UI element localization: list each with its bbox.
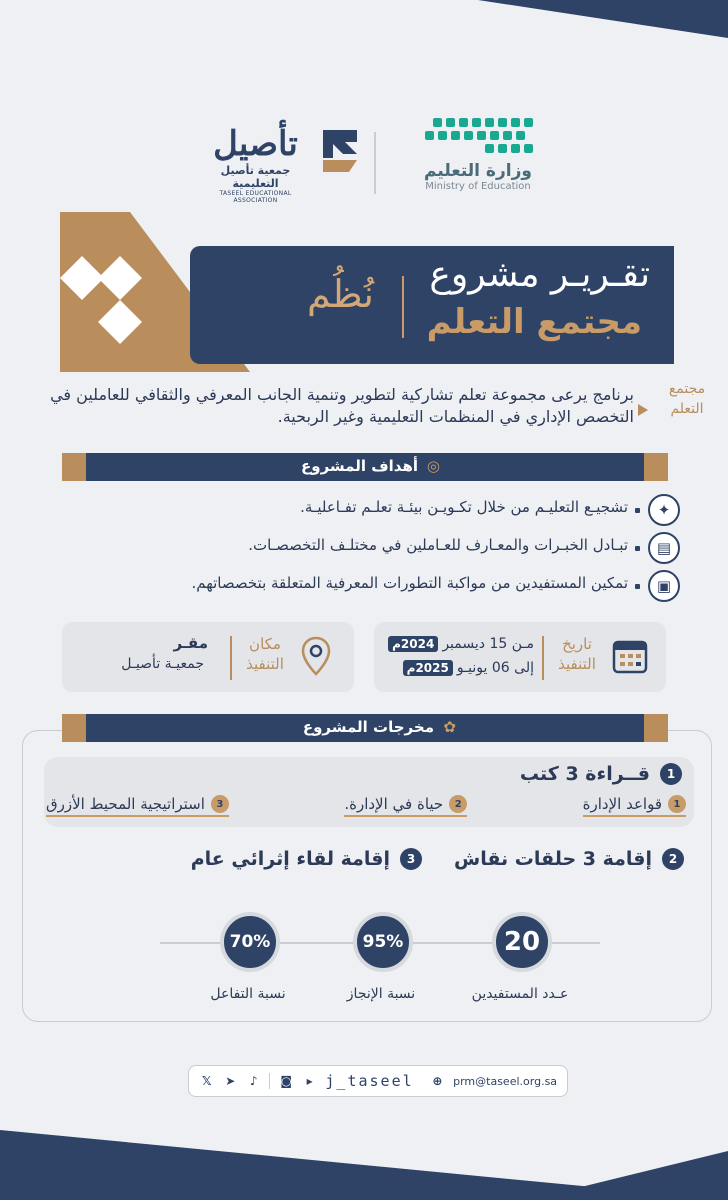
banner-title: تقـريـر مشروع [429, 254, 650, 295]
stat-value: 70% [220, 912, 280, 972]
goals-header [62, 453, 668, 481]
book-list [46, 795, 686, 817]
stat-label: نسبة الإنجاز [346, 986, 416, 1002]
moe-name-en: Ministry of Education [425, 181, 531, 192]
date-from-text: مـن 15 ديسمبر [442, 636, 534, 652]
taseel-subtitle: جمعية تأصيل التعليمية [220, 164, 291, 190]
intro-arrow-icon [638, 404, 648, 416]
moe-name: وزارة التعليم [424, 161, 532, 181]
goal-item [30, 570, 680, 602]
goal-bullet [635, 508, 640, 513]
stat-beneficiaries [488, 912, 552, 972]
location-pin-icon [300, 636, 332, 678]
logo-divider [374, 132, 376, 194]
sessions-number: 2 [662, 848, 684, 870]
moe-logo [398, 118, 558, 198]
outputs-header-tab-right [644, 714, 668, 742]
lightbulb-icon: ✦ [648, 494, 680, 526]
date-to-text: إلى 06 يونيـو [456, 660, 534, 676]
date-to [403, 660, 534, 676]
footer-divider [269, 1073, 270, 1089]
outputs-header-tab-left [62, 714, 86, 742]
card-divider [542, 636, 544, 680]
place-value: جمعيـة تأصيـل [121, 656, 204, 672]
meeting-output [191, 848, 422, 870]
date-from-year: 2024م [388, 636, 438, 652]
reading-number: 1 [660, 763, 682, 785]
goal-text: تشجيـع التعليـم من خلال تكـويـن بيئـة تعلـم تفـاعليـة. [300, 498, 628, 516]
stat-value: 95% [353, 912, 413, 972]
x-icon[interactable]: 𝕏 [201, 1074, 212, 1088]
execution-place-card [62, 622, 354, 692]
goal-item [30, 494, 680, 526]
hand-coin-icon: ✿ [443, 718, 456, 736]
book-title: استراتيجية المحيط الأزرق [46, 795, 205, 813]
taseel-subtitle-en: TASEEL EDUCATIONAL ASSOCIATION [219, 190, 292, 204]
stat-interaction [216, 912, 280, 972]
place-label: مكان التنفيذ [246, 635, 284, 674]
instagram-icon[interactable]: ◙ [280, 1074, 292, 1088]
banner-brand: نُظُم [306, 272, 374, 316]
contact-footer [188, 1065, 568, 1097]
taseel-wordmark: تأصيل [213, 124, 298, 164]
goal-text: تمكين المستفيدين من مواكبة التطورات المعرفية المتعلقة بتخصصاتهم. [191, 574, 628, 592]
book-title: قواعد الإدارة [582, 795, 662, 813]
banner-divider [402, 276, 404, 338]
stat-value: 20 [492, 912, 552, 972]
toolbox-icon: ▣ [648, 570, 680, 602]
book-item [46, 795, 229, 817]
card-divider [230, 636, 232, 680]
place-title: مقـر [173, 634, 208, 652]
goal-item [30, 532, 680, 564]
goal-text: تبـادل الخبـرات والمعـارف للعـاملين في مختلـف التخصصـات. [248, 536, 628, 554]
reading-heading [520, 763, 682, 785]
corner-decoration-top [478, 0, 728, 38]
stat-label: عـدد المستفيدين [471, 986, 569, 1002]
sessions-output [454, 848, 684, 870]
reading-title: قــراءة 3 كتب [519, 763, 650, 785]
date-label: تاريخ التنفيذ [558, 635, 596, 674]
book-number: 2 [449, 795, 467, 813]
goals-header-tab-left [62, 453, 86, 481]
target-icon: ◎ [426, 457, 440, 475]
book-item [344, 795, 467, 817]
sessions-title: إقامة 3 حلقات نقاش [454, 848, 652, 870]
taseel-mark-icon [319, 128, 361, 174]
play-icon[interactable]: ▸ [306, 1074, 313, 1088]
telegram-icon[interactable]: ➤ [225, 1074, 236, 1088]
date-from [388, 636, 534, 652]
goal-bullet [635, 546, 640, 551]
goals-title: أهداف المشروع [301, 457, 418, 475]
book-item [583, 795, 686, 817]
contact-email[interactable]: prm@taseel.org.sa [453, 1074, 558, 1088]
book-title: حياة في الإدارة. [344, 795, 444, 813]
stat-achievement [349, 912, 413, 972]
books-icon: ▤ [648, 532, 680, 564]
taseel-logo [196, 124, 361, 204]
globe-icon: ⊕ [432, 1074, 443, 1088]
meeting-number: 3 [400, 848, 422, 870]
moe-dots-icon [423, 118, 533, 153]
execution-date-card [374, 622, 666, 692]
intro-label: مجتمع التعلم [668, 381, 706, 417]
meeting-title: إقامة لقاء إثرائي عام [190, 848, 390, 870]
book-number: 3 [211, 795, 229, 813]
goals-header-tab-right [644, 453, 668, 481]
banner-subtitle: مجتمع التعلم [426, 302, 642, 342]
social-handle[interactable]: j_taseel [325, 1072, 414, 1090]
goal-bullet [635, 584, 640, 589]
intro-text: برنامج يرعى مجموعة تعلم تشاركية لتطوير وتنمية الجانب المعرفي والثقافي للعاملين في التخصص الإداري في المنظمات التعليمية وغير الربحية. [50, 385, 634, 426]
stat-label: نسبة التفاعل [210, 986, 286, 1002]
calendar-icon [610, 636, 650, 676]
outputs-header [62, 714, 668, 742]
tiktok-icon[interactable]: ♪ [249, 1074, 258, 1088]
book-number: 1 [668, 795, 686, 813]
reading-card [44, 757, 694, 827]
report-banner [190, 246, 674, 364]
date-to-year: 2025م [403, 660, 453, 676]
outputs-title: مخرجات المشروع [302, 718, 434, 736]
